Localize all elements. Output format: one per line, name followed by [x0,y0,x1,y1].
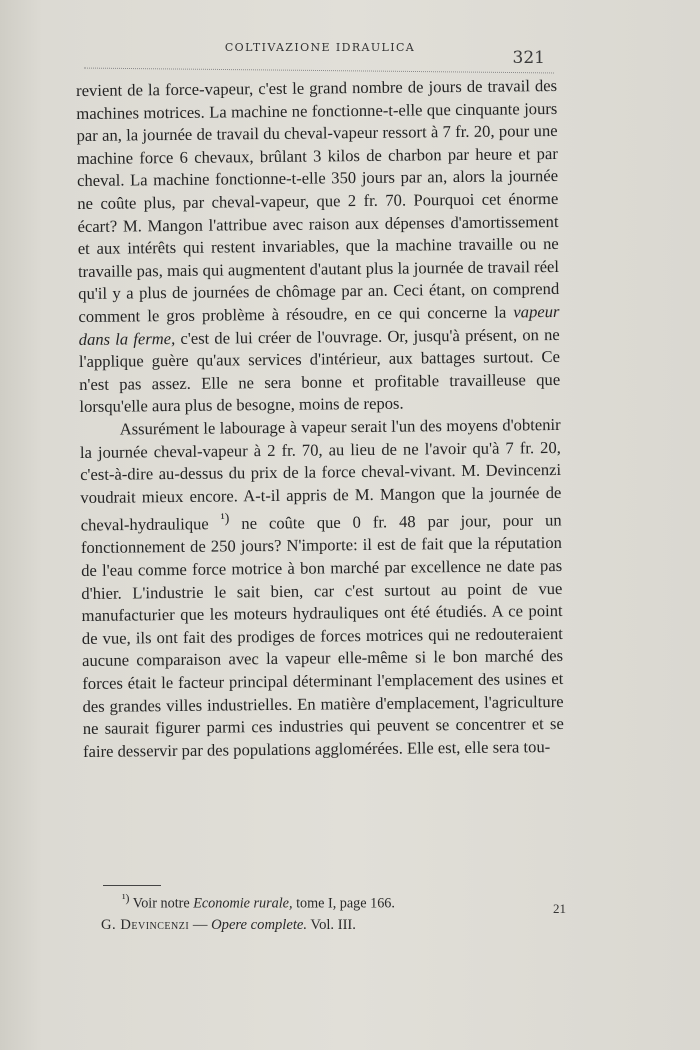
footnote-text-before: Voir notre [132,895,190,912]
page-number: 321 [512,48,545,68]
paragraph-1 [76,75,561,419]
body-text [76,75,564,763]
signature-line [101,917,356,934]
paragraph-1-italic: vapeur dans la ferme, [78,301,560,349]
paragraph-1-text-a: revient de la force-vapeur, c'est le grand nombre de jours de travail des machines motrices. La machine ne fonctionne-t-elle que cinquante jours par an, la journée de travail du cheval-vapeur ressort à 7 fr. 20, pour une machine force 6 chevaux, brûlant 3 kilos de charbon par heure et par cheval. La machine fonctionne-t-elle 350 jours par an, alors la journée ne coûte plus, par cheval-vapeur, que 2 fr. 70. Pourquoi cet énorme écart? M. Mangon l'attribue avec raison aux dépenses d'amortissement et aux intérêts qui restent invariables, que la machine travaille ou ne travaille pas, mais qui augmentent d'autant plus la journée de travail réel qu'il y a plus de journées de chômage par an. Ceci étant, on comprend comment le gros problème à résoudre, en ce qui concerne la [76,75,560,326]
signature-separator: — [192,917,208,933]
running-title: COLTIVAZIONE IDRAULICA [224,41,416,54]
signature-work: Opere complete. [211,917,308,933]
footnote-reference: ¹) [220,510,230,526]
paragraph-1-text-b: c'est de lui créer de l'ouvrage. Or, jusqu'à présent, on ne l'applique guère qu'aux services d'intérieur, aux battages surtout. Ce n'est pas assez. Elle ne sera bonne et profitable travailleuse que lorsqu'elle aura plus de besogne, moins de repos. [78,324,561,417]
signature-mark: 21 [553,901,566,916]
paragraph-2-text-a: Assurément le labourage à vapeur serait l'un des moyens d'obtenir la journée cheval-vapeur à 2 fr. 70, au lieu de ne l'avoir qu'à 7 fr. 20, c'est-à-dire au-dessus du prix de la force cheval-vivant. M. Devincenzi voudrait mieux encore. A-t-il appris de M. Mangon que la journée de cheval-hydraulique [79,414,562,535]
paragraph-2-text-b: ne coûte que 0 fr. 48 par jour, pour un fonctionnement de 250 jours? N'importe: il est de fait que la réputation de l'eau comme force motrice à bon marché par excellence ne date pas d'hier. L'industrie le sait bien, car c'est surtout au point de vue manufacturier que les moteurs hydrauliques ont été étudiés. A ce point de vue, ils ont fait des prodiges de forces motrices qui ne redouteraient aucune comparaison avec la vapeur elle-même si le bon marché des forces était le facteur principal déterminant l'emplacement des usines et des grandes villes industrielles. En matière d'emplacement, l'agriculture ne saurait figurer parmi ces industries qui peuvent se concentrer et se faire desservir par des populations agglomérées. Elle est, elle sera tou- [80,510,564,761]
footnote-text-after: tome I, page 166. [296,895,395,912]
footnote-title: Economie rurale, [193,895,293,912]
footnote-marker: ¹) [122,891,130,905]
footnote [122,891,395,913]
header-divider [84,68,554,74]
footnote-divider [103,885,161,886]
signature-volume: Vol. III. [310,917,356,933]
signature-author: G. Devincenzi [101,917,190,933]
paragraph-2 [80,414,565,763]
